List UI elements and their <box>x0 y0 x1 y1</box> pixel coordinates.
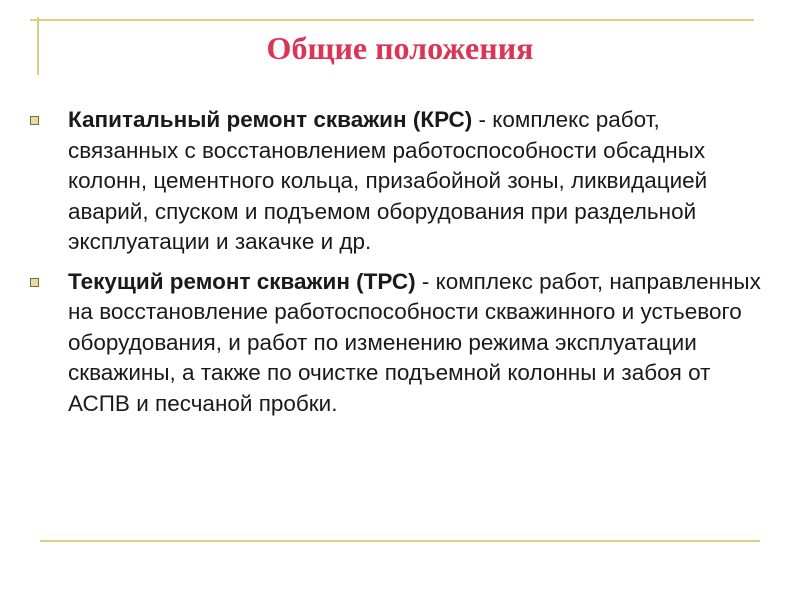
list-item-trs <box>30 267 770 420</box>
item-term: Текущий ремонт скважин (ТРС) <box>68 268 416 294</box>
item-term: Капитальный ремонт скважин (КРС) <box>68 107 473 132</box>
decorative-bottom-line <box>40 540 760 542</box>
slide-title: Общие положения <box>266 30 534 66</box>
square-bullet-icon <box>30 278 39 287</box>
item-paragraph <box>68 267 770 420</box>
bullet-list <box>30 105 770 419</box>
square-bullet-icon <box>30 116 39 125</box>
decorative-top-line <box>30 19 754 21</box>
item-paragraph <box>68 105 770 258</box>
item-definition: - комплекс работ, направленных на восстановление работоспособности скважинного и устьевого оборудования, и работ по изменению режима эксплуатации скважины, а также по очистке подъемной колонны и забоя от АСПВ и песчаной пробки. <box>68 268 761 416</box>
item-definition: - комплекс работ, связанных с восстановлением работоспособности обсадных колонн, цементного кольца, призабойной зоны, ликвидацией аварий, спуском и подъемом оборудования при раздельной эксплуатации и закачке и др. <box>68 107 708 254</box>
list-item-krs <box>30 105 770 258</box>
